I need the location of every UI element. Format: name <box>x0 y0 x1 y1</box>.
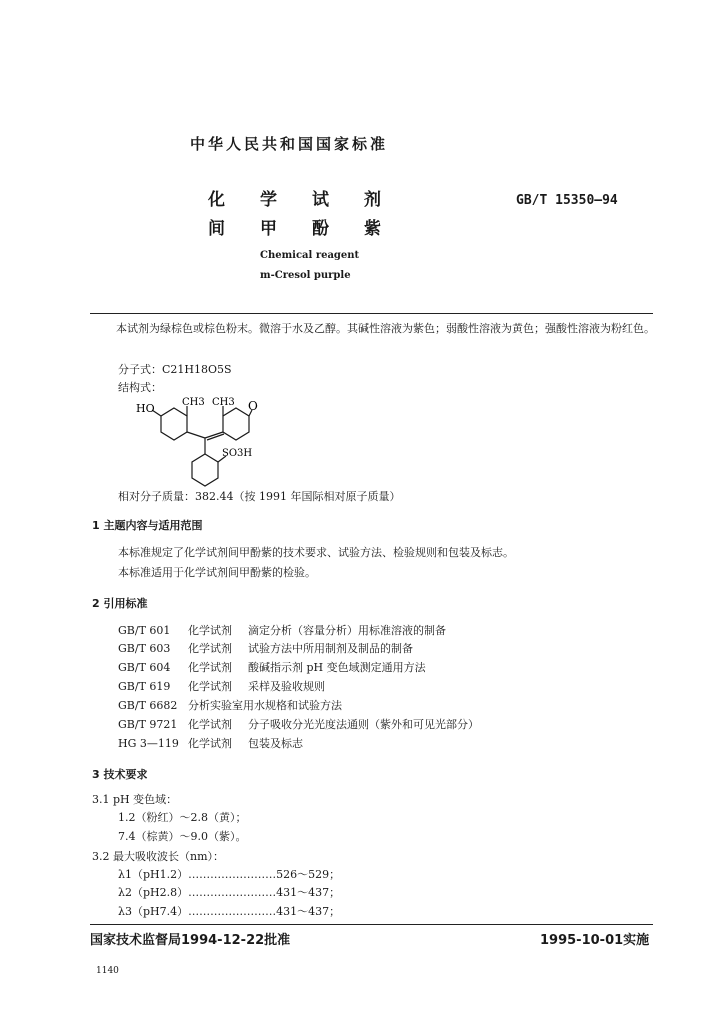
cn-title-line2: 间甲酚紫 <box>208 219 416 239</box>
reference-item <box>118 623 446 638</box>
standard-number: GB/T 15350—94 <box>516 193 618 208</box>
oxygen-atom: O <box>248 399 258 413</box>
molecular-mass: 相对分子质量：382.44（按 1991 年国际相对原子质量） <box>118 490 401 503</box>
s31-label: 3.1 pH 变色域： <box>92 793 178 806</box>
header-rule <box>90 313 653 314</box>
reference-code: GB/T 619 <box>118 680 171 693</box>
reference-category: 化学试剂 <box>188 624 232 637</box>
ch3-right: CH3 <box>212 397 235 408</box>
reference-category: 化学试剂 <box>188 718 232 731</box>
lambda-item: λ2（pH2.8）……………………431～437； <box>118 886 341 899</box>
structure-label: 结构式： <box>118 381 162 394</box>
s32-label: 3.2 最大吸收波长（nm）： <box>92 850 225 863</box>
implementation-date: 1995-10-01实施 <box>540 933 650 948</box>
description-paragraph: 本试剂为绿棕色或棕色粉末。微溶于水及乙醇。其碱性溶液为紫色；弱酸性溶液为黄色；强酸性溶液为粉红色。 <box>116 322 655 335</box>
structural-formula <box>130 394 280 494</box>
reference-category: 化学试剂 <box>188 661 232 674</box>
reference-category: 化学试剂 <box>188 680 232 693</box>
reference-title: 分子吸收分光光度法通则（紫外和可见光部分） <box>248 718 479 731</box>
page-number: 1140 <box>96 966 119 976</box>
en-title-line2: m-Cresol purple <box>260 270 351 281</box>
reference-title: 包装及标志 <box>248 737 303 750</box>
en-title-line1: Chemical reagent <box>260 250 360 261</box>
reference-item <box>118 717 479 732</box>
reference-title: 分析实验室用水规格和试验方法 <box>188 699 342 712</box>
formula-label: 分子式：C21H18O5S <box>118 363 232 376</box>
reference-item <box>118 679 325 694</box>
section3-heading: 3 技术要求 <box>92 768 148 781</box>
lambda-item: λ3（pH7.4）……………………431～437； <box>118 905 341 918</box>
reference-category: 化学试剂 <box>188 642 232 655</box>
reference-item <box>118 698 342 713</box>
reference-code: GB/T 6682 <box>118 699 178 712</box>
reference-code: GB/T 9721 <box>118 718 178 731</box>
reference-title: 酸碱指示剂 pH 变色域测定通用方法 <box>248 661 426 674</box>
section1-line2: 本标准适用于化学试剂间甲酚紫的检验。 <box>118 566 316 579</box>
reference-title: 采样及验收规则 <box>248 680 325 693</box>
approval-date: 国家技术监督局1994-12-22批准 <box>90 933 291 948</box>
so3h-group: SO3H <box>222 448 253 459</box>
reference-item <box>118 660 426 675</box>
right-ring <box>223 408 249 440</box>
reference-item <box>118 641 413 656</box>
reference-title: 试验方法中所用制剂及制品的制备 <box>248 642 413 655</box>
reference-code: GB/T 603 <box>118 642 171 655</box>
reference-category: 化学试剂 <box>188 737 232 750</box>
reference-code: HG 3—119 <box>118 737 179 750</box>
section1-heading: 1 主题内容与适用范围 <box>92 519 203 532</box>
reference-title: 滴定分析（容量分析）用标准溶液的制备 <box>248 624 446 637</box>
ch3-left: CH3 <box>182 397 205 408</box>
left-ring <box>161 408 187 440</box>
cn-title-line1: 化学试剂 <box>208 190 416 210</box>
s31-range1: 1.2（粉红）～2.8（黄）； <box>118 811 247 824</box>
reference-item <box>118 736 303 751</box>
reference-code: GB/T 604 <box>118 661 171 674</box>
lambda-item: λ1（pH1.2）……………………526～529； <box>118 868 341 881</box>
section1-line1: 本标准规定了化学试剂间甲酚紫的技术要求、试验方法、检验规则和包装及标志。 <box>118 546 514 559</box>
national-standard-heading: 中华人民共和国国家标准 <box>190 135 389 153</box>
footer-rule <box>90 924 653 925</box>
s31-range2: 7.4（棕黄）～9.0（紫）。 <box>118 830 247 843</box>
section2-heading: 2 引用标准 <box>92 597 148 610</box>
reference-code: GB/T 601 <box>118 624 171 637</box>
ho-group: HO <box>136 402 155 415</box>
bottom-ring <box>192 454 218 486</box>
